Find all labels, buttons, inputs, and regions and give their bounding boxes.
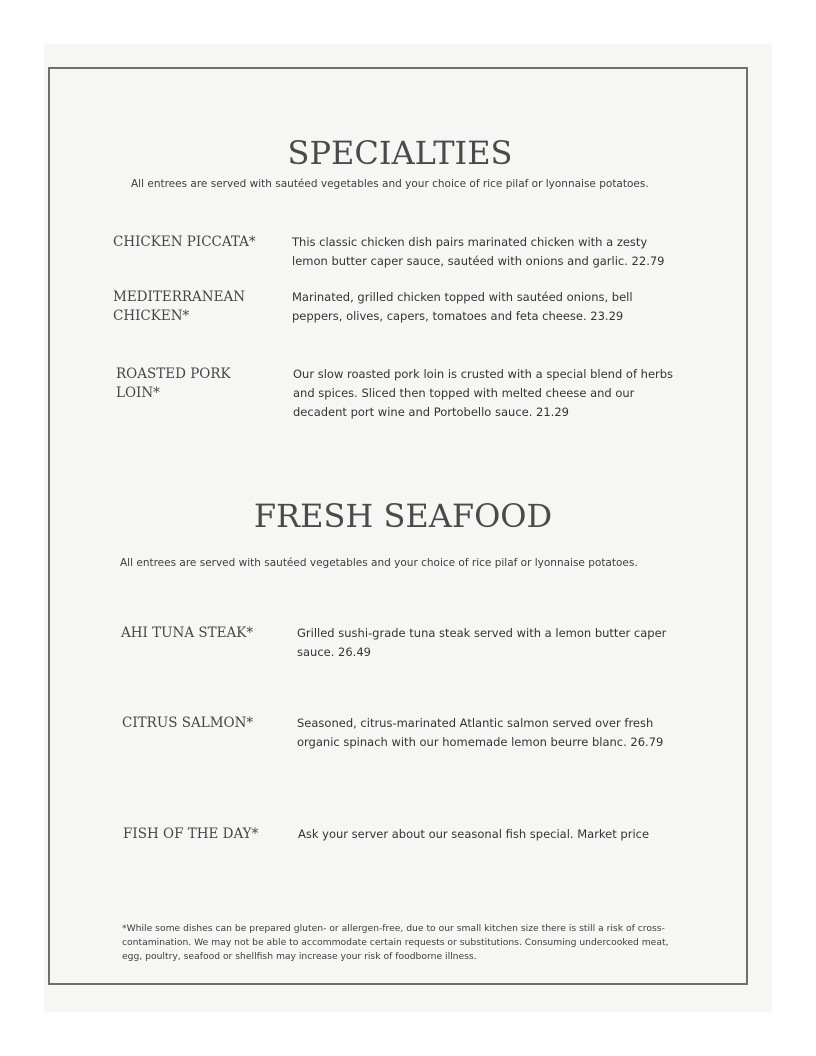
item-name-roasted-pork-loin: ROASTED PORK LOIN*: [116, 366, 231, 401]
seafood-title: FRESH SEAFOOD: [253, 497, 553, 535]
specialties-note: All entrees are served with sautéed vegetables and your choice of rice pilaf or lyonnaise potatoes.: [131, 178, 649, 190]
item-description-citrus-salmon: Seasoned, citrus-marinated Atlantic salmon served over fresh organic spinach with our homemade lemon beurre blanc. 26.79: [297, 716, 664, 749]
item-description-mediterranean-chicken: Marinated, grilled chicken topped with sautéed onions, bell peppers, olives, capers, tomatoes and feta cheese. 23.29: [292, 290, 633, 323]
item-description-chicken-piccata: This classic chicken dish pairs marinated chicken with a zesty lemon butter caper sauce, sautéed with onions and garlic. 22.79: [292, 235, 665, 268]
item-description-roasted-pork-loin: Our slow roasted pork loin is crusted with a special blend of herbs and spices. Sliced then topped with melted cheese and our decadent port wine and Portobello sauce. 21.29: [293, 367, 674, 419]
item-description-fish-of-the-day: Ask your server about our seasonal fish special. Market price: [298, 827, 650, 841]
seafood-note: All entrees are served with sautéed vegetables and your choice of rice pilaf or lyonnaise potatoes.: [120, 557, 638, 569]
specialties-title: SPECIALTIES: [287, 134, 513, 172]
item-name-mediterranean-chicken: MEDITERRANEAN CHICKEN*: [113, 289, 246, 324]
item-name-chicken-piccata: CHICKEN PICCATA*: [113, 234, 256, 250]
allergen-footnote: *While some dishes can be prepared gluten- or allergen-free, due to our small kitchen size there is still a risk of cross-contamination. We may not be able to accommodate certain requests or substitutions. Consuming undercooked meat, egg, poultry, seafood or shellfish may increase your risk of foodborne illness.: [122, 923, 669, 962]
item-description-ahi-tuna-steak: Grilled sushi-grade tuna steak served with a lemon butter caper sauce. 26.49: [297, 626, 667, 659]
item-name-citrus-salmon: CITRUS SALMON*: [122, 715, 254, 731]
item-name-ahi-tuna-steak: AHI TUNA STEAK*: [121, 625, 254, 641]
item-name-fish-of-the-day: FISH OF THE DAY*: [123, 826, 259, 842]
